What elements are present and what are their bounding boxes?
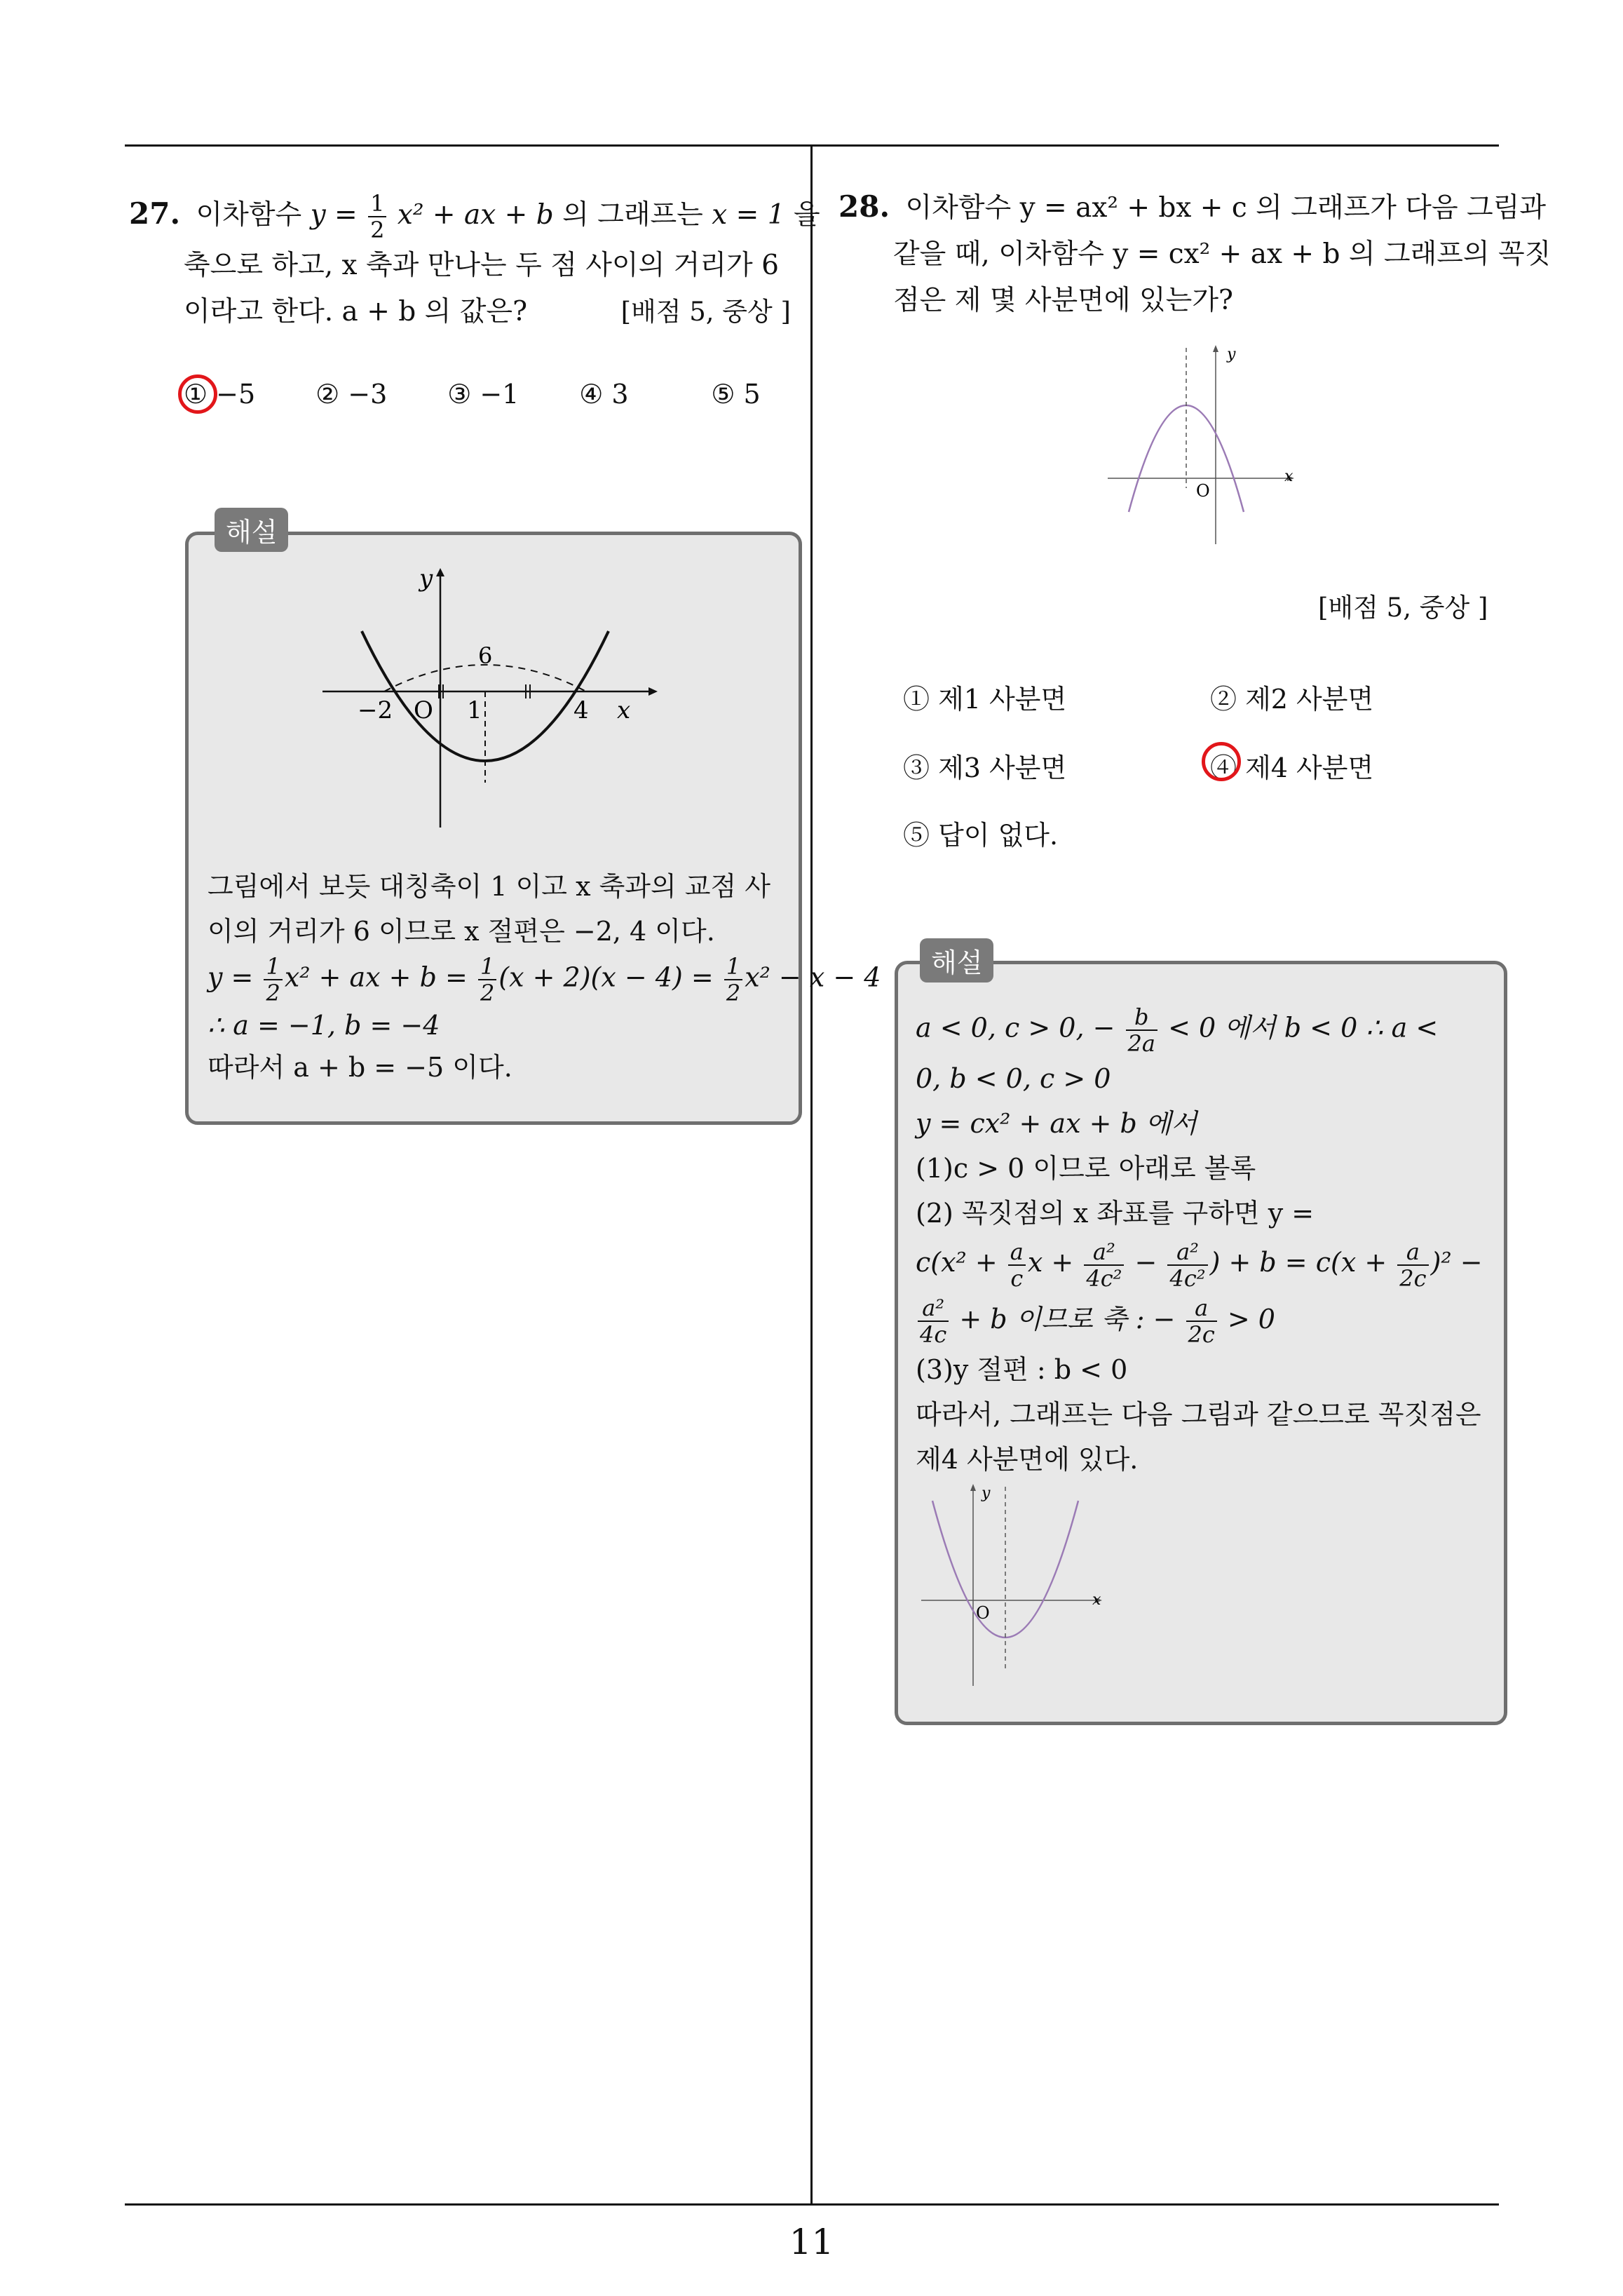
graph-x-label: x: [1284, 468, 1293, 485]
q27-solution-graph: [322, 568, 659, 835]
q28-line-1-text: 이차함수 y = ax² + bx + c 의 그래프가 다음 그림과: [905, 192, 1547, 224]
sol27-eq-c: (x + 2)(x − 4) =: [498, 961, 714, 993]
graph-origin-label: O: [976, 1603, 990, 1623]
graph-tick-4: 4: [573, 696, 589, 724]
page-number: 11: [789, 2222, 834, 2262]
sol27-line-1: 그림에서 보듯 대칭축이 1 이고 x 축과의 교점 사: [208, 871, 770, 902]
graph-tick-neg2: −2: [358, 696, 393, 724]
sol28-l6-b: x +: [1027, 1247, 1074, 1278]
y-axis-arrow-icon: [1213, 345, 1218, 352]
graph-y-label: y: [1227, 346, 1236, 363]
sol28-line-1: [916, 1004, 1490, 1056]
sol27-line-4: ∴ a = −1, b = −4: [208, 1010, 440, 1041]
q27-text-c: 을: [793, 199, 820, 231]
q27-choice-2[interactable]: ② −3: [315, 379, 388, 410]
sol27-eq-a: y =: [208, 961, 254, 993]
frac-den: 4c²: [1086, 1264, 1122, 1292]
q27-frac-num: 1: [368, 191, 386, 217]
q28-line-3: 점은 제 몇 사분면에 있는가?: [893, 285, 1233, 316]
graph-y-label: y: [419, 568, 433, 593]
q28-score: [배점 5, 중상 ]: [1318, 593, 1488, 623]
q28-graph: [1108, 341, 1311, 544]
sol28-l6-a: c(x² +: [916, 1247, 998, 1278]
q27-eq-lhs: y =: [310, 199, 358, 231]
q28-choice-5[interactable]: ⑤ 답이 없다.: [903, 820, 1059, 851]
frac-num: a: [1186, 1295, 1217, 1322]
sol27-frac-3: [724, 954, 742, 1006]
sol28-line-10: 제4 사분면에 있다.: [916, 1444, 1139, 1475]
y-axis-arrow-icon: [970, 1484, 976, 1491]
frac-den: 2a: [1127, 1030, 1155, 1057]
frac-num: a²: [918, 1295, 949, 1322]
q27-line-2: 축으로 하고, x 축과 만나는 두 점 사이의 거리가 6: [184, 250, 779, 281]
frac-den: 4c: [920, 1321, 947, 1348]
q27-solution-text: [208, 864, 881, 1090]
frac-num: a: [1008, 1239, 1026, 1266]
q28-choice-4[interactable]: ④ 제4 사분면: [1210, 752, 1374, 783]
q28-choice-2[interactable]: ② 제2 사분면: [1210, 684, 1374, 715]
frac-num: 1: [478, 954, 496, 980]
q27-line-3-text: 이라고 한다. a + b 의 값은?: [184, 296, 527, 327]
q28-line-2: 같을 때, 이차함수 y = cx² + ax + b 의 그래프의 꼭짓: [893, 238, 1551, 270]
q27-frac-den: 2: [370, 217, 385, 243]
q27-choices: [184, 379, 761, 410]
column-divider: [810, 144, 813, 2206]
q28-line-1: [838, 184, 1547, 231]
sol28-l7-frac-2: [1186, 1295, 1217, 1347]
graph-x-label: x: [617, 696, 631, 724]
graph-origin-label: O: [414, 696, 433, 724]
q27-answer-circle: [178, 374, 217, 414]
graph-distance-label: 6: [478, 642, 493, 669]
q28-choice-1[interactable]: ① 제1 사분면: [903, 684, 1067, 715]
q27-number: 27.: [129, 196, 181, 231]
q27-eq-rhs: x² + ax + b: [397, 199, 554, 231]
x-axis-arrow-icon: [648, 687, 658, 696]
q28-solution-tab: 해설: [920, 938, 993, 982]
sol28-l7-a: + b 이므로 축 : −: [959, 1303, 1176, 1335]
graph-origin-label: O: [1196, 481, 1210, 501]
q27-text-a: 이차함수: [196, 199, 302, 231]
bottom-rule: [125, 2203, 1499, 2206]
y-axis-arrow-icon: [436, 568, 444, 576]
q28-choice-3[interactable]: ③ 제3 사분면: [903, 752, 1067, 783]
q28-solution-text: [916, 1004, 1490, 1482]
frac-num: a²: [1167, 1239, 1207, 1266]
q27-eq2: x = 1: [712, 199, 785, 231]
frac-den: 2: [266, 980, 280, 1006]
sol28-l6-frac-4: [1397, 1239, 1428, 1291]
sol28-line-4: (1)c > 0 이므로 아래로 볼록: [916, 1153, 1256, 1184]
q27-fraction: [368, 191, 386, 243]
sol28-line-3: y = cx² + ax + b 에서: [916, 1108, 1197, 1139]
q27-score: [배점 5, 중상 ]: [620, 297, 791, 327]
q27-choice-3[interactable]: ③ −1: [447, 379, 520, 410]
sol28-line-9: 따라서, 그래프는 다음 그림과 같으므로 꼭짓점은: [916, 1399, 1481, 1430]
sol28-line-8: (3)y 절편 : b < 0: [916, 1354, 1128, 1385]
sol27-frac-1: [264, 954, 282, 1006]
frac-den: c: [1010, 1264, 1024, 1292]
sol28-l6-e: )² −: [1430, 1247, 1483, 1278]
sol28-l6-d: ) + b = c(x +: [1209, 1247, 1387, 1278]
sol27-line-3: [208, 954, 881, 1006]
q28-solution-graph: [911, 1480, 1108, 1690]
sol27-line-5: 따라서 a + b = −5 이다.: [208, 1052, 512, 1083]
sol28-line-2: 0, b < 0, c > 0: [916, 1063, 1111, 1094]
sol28-line-5: (2) 꼭짓점의 x 좌표를 구하면 y =: [916, 1198, 1315, 1229]
graph-x-label: x: [1092, 1591, 1101, 1609]
frac-num: b: [1126, 1004, 1157, 1031]
sol28-l6-frac-3: [1167, 1239, 1207, 1291]
q27-line-3: [129, 289, 802, 335]
q27-text-b: 의 그래프는: [562, 199, 703, 231]
question-27: [129, 190, 820, 335]
q28-number: 28.: [838, 189, 890, 224]
q27-solution-tab: 해설: [215, 508, 288, 552]
frac-den: 2c: [1399, 1264, 1427, 1292]
frac-num: a: [1397, 1239, 1428, 1266]
question-28: [838, 184, 1551, 324]
frac-num: 1: [264, 954, 282, 980]
sol27-eq-b: x² + ax + b =: [284, 961, 468, 993]
sol27-line-2: 이의 거리가 6 이므로 x 절편은 −2, 4 이다.: [208, 916, 715, 947]
sol28-l7-frac-1: [918, 1295, 949, 1347]
sol28-l6-frac-1: [1008, 1239, 1026, 1291]
frac-den: 2c: [1188, 1321, 1215, 1348]
q27-line-1: [129, 190, 820, 243]
frac-num: a²: [1084, 1239, 1124, 1266]
frac-den: 2: [726, 980, 741, 1006]
sol28-line-6: [916, 1236, 1490, 1291]
sol28-l1-a: a < 0, c > 0, −: [916, 1012, 1115, 1044]
sol28-l6-c: −: [1134, 1247, 1157, 1278]
frac-den: 4c²: [1169, 1264, 1206, 1292]
sol28-l6-frac-2: [1084, 1239, 1124, 1291]
sol27-eq-d: x² − x − 4: [745, 961, 881, 993]
frac-num: 1: [724, 954, 742, 980]
frac-den: 2: [480, 980, 495, 1006]
sol28-l7-b: > 0: [1227, 1303, 1275, 1335]
graph-tick-1: 1: [467, 696, 482, 724]
q28-answer-circle: [1202, 742, 1241, 781]
q27-choice-4[interactable]: ④ 3: [579, 379, 629, 410]
graph-y-label: y: [982, 1485, 991, 1502]
q27-choice-5[interactable]: ⑤ 5: [711, 379, 761, 410]
q27-choice-1[interactable]: ① −5: [184, 379, 256, 410]
sol28-l1-b: < 0 에서 b < 0 ∴ a <: [1168, 1012, 1439, 1044]
sol28-line-7: [916, 1291, 1490, 1348]
sol28-l1-frac: [1126, 1004, 1157, 1056]
sol27-frac-2: [478, 954, 496, 1006]
